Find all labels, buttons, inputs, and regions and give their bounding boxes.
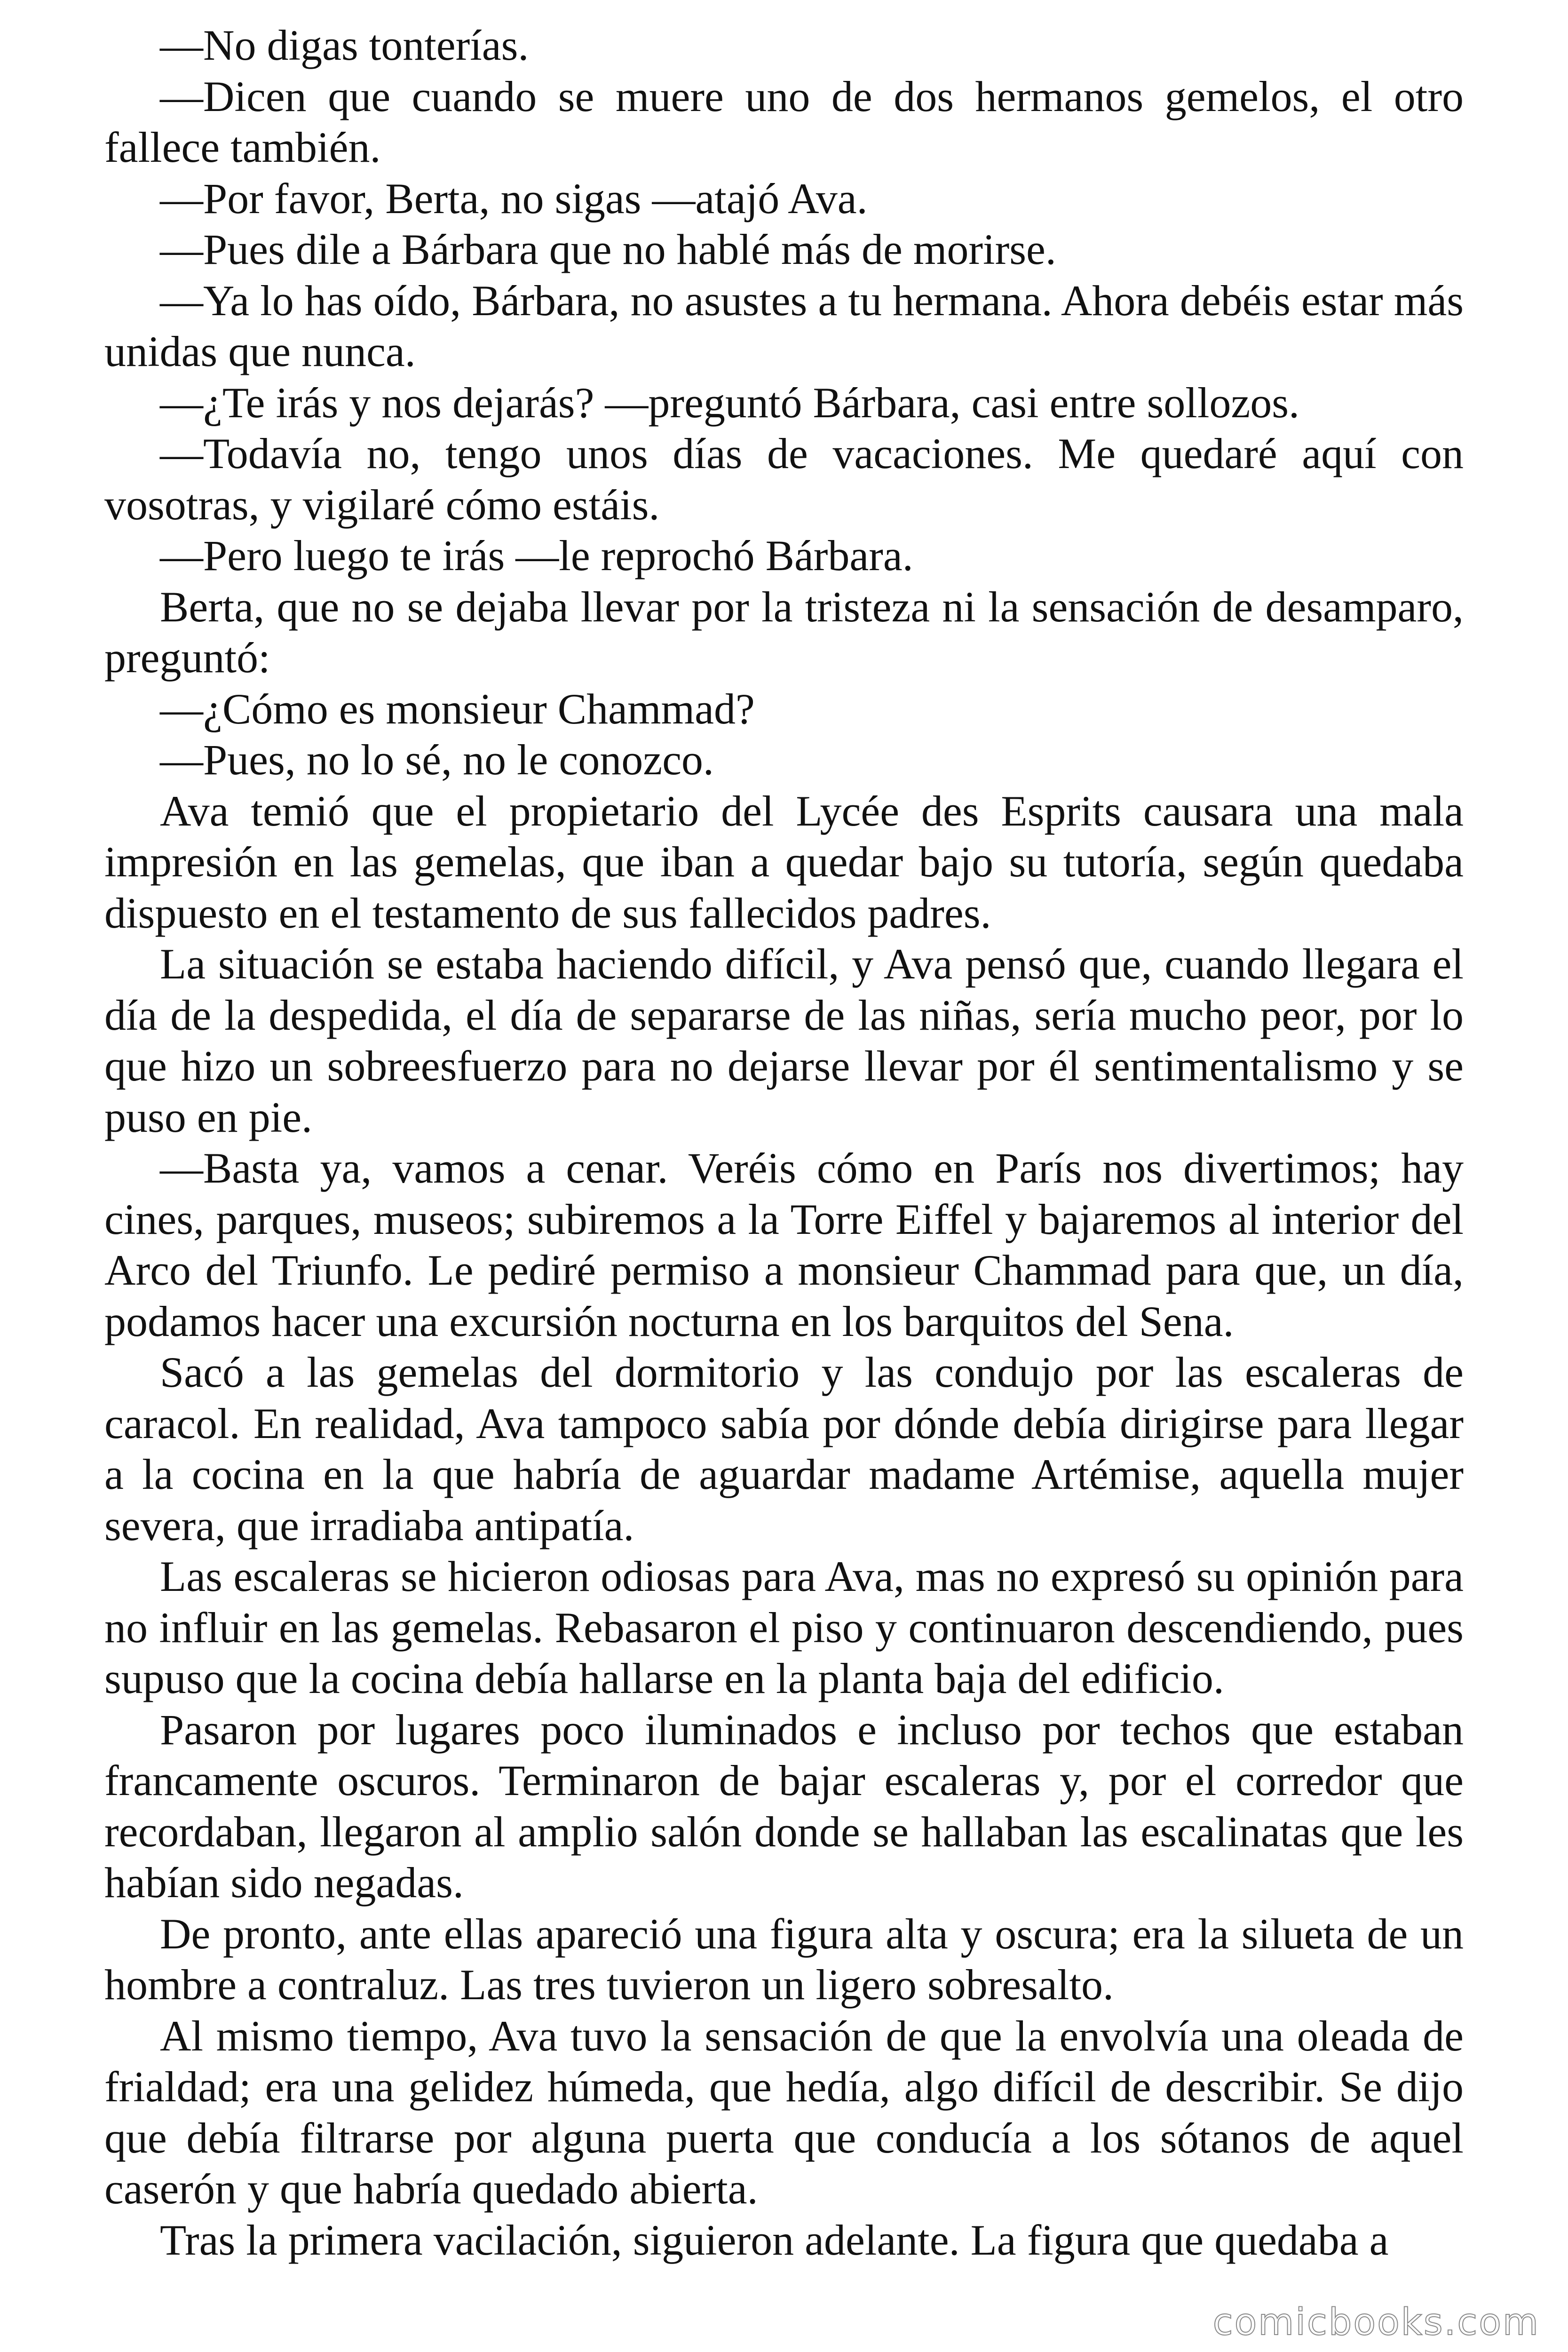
paragraph: —Basta ya, vamos a cenar. Veréis cómo en París nos divertimos; hay cines, parques, museos; subiremos a la Torre Eiffel y bajaremos al interior del Arco del Triunfo. Le pediré permiso a monsieur Chammad para que, un día, podamos hacer una excursión nocturna en los barquitos del Sena. — [104, 1144, 1464, 1345]
watermark-text: comicbooks.com — [1212, 2301, 1540, 2344]
paragraph: De pronto, ante ellas apareció una figura alta y oscura; era la silueta de un hombre a contraluz. Las tres tuvieron un ligero sobresalto. — [104, 1909, 1464, 2009]
paragraph: —Pues dile a Bárbara que no hablé más de morirse. — [160, 225, 1056, 273]
paragraph: —Por favor, Berta, no sigas —atajó Ava. — [160, 174, 868, 222]
paragraph: —¿Te irás y nos dejarás? —preguntó Bárbara, casi entre sollozos. — [160, 378, 1300, 427]
paragraph: —Pues, no lo sé, no le conozco. — [160, 736, 714, 784]
paragraph: La situación se estaba haciendo difícil, y Ava pensó que, cuando llegara el día de la despedida, el día de separarse de las niñas, sería mucho peor, por lo que hizo un sobreesfuerzo para no dejarse llevar por él sentimentalismo y se puso en pie. — [104, 940, 1464, 1141]
paragraph: Pasaron por lugares poco iluminados e incluso por techos que estaban francamente oscuros. Terminaron de bajar escaleras y, por el corredor que recordaban, llegaron al amplio salón donde se hallaban las escalinatas que les habían sido negadas. — [104, 1705, 1464, 1907]
book-page-text — [104, 20, 1464, 2265]
paragraph: Ava temió que el propietario del Lycée des Esprits causara una mala impresión en las gemelas, que iban a quedar bajo su tutoría, según quedaba dispuesto en el testamento de sus fallecidos padres. — [104, 787, 1464, 937]
paragraph: Al mismo tiempo, Ava tuvo la sensación de que la envolvía una oleada de frialdad; era una gelidez húmeda, que hedía, algo difícil de describir. Se dijo que debía filtrarse por alguna puerta que conducía a los sótanos de aquel caserón y que habría quedado abierta. — [104, 2011, 1464, 2213]
paragraph: —No digas tonterías. — [160, 21, 529, 69]
paragraph: Sacó a las gemelas del dormitorio y las condujo por las escaleras de caracol. En realidad, Ava tampoco sabía por dónde debía dirigirse para llegar a la cocina en la que habría de aguardar madame Artémise, aquella mujer severa, que irradiaba antipatía. — [104, 1348, 1464, 1549]
paragraph: —Dicen que cuando se muere uno de dos hermanos gemelos, el otro fallece también. — [104, 72, 1464, 171]
paragraph: —Ya lo has oído, Bárbara, no asustes a tu hermana. Ahora debéis estar más unidas que nunca. — [104, 276, 1464, 375]
paragraph: —¿Cómo es monsieur Chammad? — [160, 684, 755, 733]
paragraph: —Pero luego te irás —le reprochó Bárbara. — [160, 532, 913, 580]
paragraph: Tras la primera vacilación, siguieron adelante. La figura que quedaba a — [160, 2216, 1389, 2264]
paragraph: Berta, que no se dejaba llevar por la tristeza ni la sensación de desamparo, preguntó: — [104, 582, 1464, 682]
paragraph: Las escaleras se hicieron odiosas para Ava, mas no expresó su opinión para no influir en las gemelas. Rebasaron el piso y continuaron descendiendo, pues supuso que la cocina debía hallarse en la planta baja del edificio. — [104, 1552, 1464, 1702]
paragraph: —Todavía no, tengo unos días de vacaciones. Me quedaré aquí con vosotras, y vigilaré cómo estáis. — [104, 429, 1464, 529]
